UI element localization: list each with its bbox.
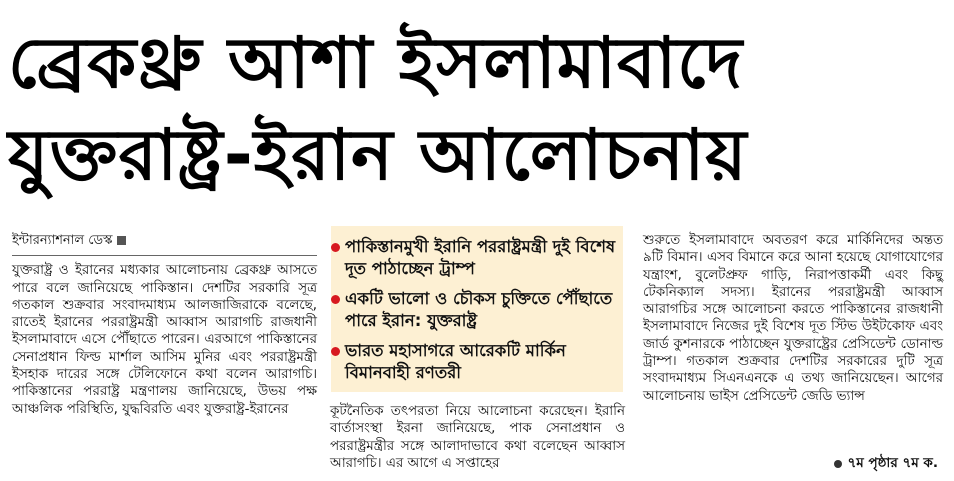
right-column: [643, 232, 943, 405]
left-column: [12, 232, 317, 418]
square-bullet-icon: [117, 236, 126, 245]
highlight-text: একটি ভালো ও চৌকস চুক্তিতে পৌঁছাতে পারে ইরান: যুক্তরাষ্ট্র: [345, 289, 613, 330]
divider: [12, 255, 317, 256]
highlight-text: পাকিস্তানমুখী ইরানি পররাষ্ট্রমন্ত্রী দুই বিশেষ দূত পাঠাচ্ছেন ট্রাম্প: [345, 237, 616, 278]
red-bullet-icon: [331, 295, 340, 304]
headline-line-2: যুক্তরাষ্ট্র-ইরান আলোচনায়: [8, 114, 748, 196]
right-column-text: শুরুতে ইসলামাবাদে অবতরণ করে মার্কিনিদের অন্তত ৯টি বিমান। এসব বিমানে করে আনা হয়েছে যোগাযোগের যন্ত্রাংশ, বুলেটপ্রুফ গাড়ি, নিরাপত্তাকর্মী এবং কিছু টেকনিক্যাল সদস্য। ইরানের পররাষ্ট্রমন্ত্রী আব্বাস আরাগচির সঙ্গে আলোচনা করতে পাকিস্তানের রাজধানী ইসলামাবাদে নিজের দুই বিশেষ দূত স্টিভ উইটকোফ এবং জার্ড কুশনারকে পাঠাচ্ছেন যুক্তরাষ্ট্রের প্রেসিডেন্ট ডোনাল্ড ট্রাম্প। গতকাল শুক্রবার দেশটির সরকারের দুটি সূত্র সংবাদমাধ্যম সিএনএনকে এ তথ্য জানিয়েছেন। আগের আলোচনায় ভাইস প্রেসিডেন্ট জেডি ভ্যান্স: [643, 233, 943, 404]
red-bullet-icon: [331, 243, 340, 252]
highlight-item: [345, 288, 617, 332]
continuation-note: [834, 452, 938, 475]
highlight-item: [345, 340, 617, 384]
left-column-text: যুক্তরাষ্ট্র ও ইরানের মধ্যকার আলোচনায় ব্রেকথ্রু আসতে পারে বলে জানিয়েছে পাকিস্তান। দেশটির সরকারি সূত্র গতকাল শুক্রবার সংবাদমাধ্যম আলজাজিরাকে বলেছে, রাতেই ইরানের পররাষ্ট্রমন্ত্রী আব্বাস আরাগচি রাজধানী ইসলামাবাদে এসে পৌঁছাতে পারেন। এরআগে পাকিস্তানের সেনাপ্রধান ফিল্ড মার্শাল আসিম মুনির এবং পররাষ্ট্রমন্ত্রী ইসহাক দারের সঙ্গে টেলিফোনে কথা বলেন আরাগচি। পাকিস্তানের পররাষ্ট্র মন্ত্রণালয় জানিয়েছে, উভয় পক্ষ আঞ্চলিক পরিস্থিতি, যুদ্ধবিরতি এবং যুক্তরাষ্ট্র-ইরানের: [12, 263, 317, 417]
continuation-text: ৭ম পৃষ্ঠার ৭ম ক.: [847, 455, 938, 471]
middle-column-text: কূটনৈতিক তৎপরতা নিয়ে আলোচনা করেছেন। ইরানি বার্তাসংস্থা ইরনা জানিয়েছে, পাক সেনাপ্রধান ও পররাষ্ট্রমন্ত্রীর সঙ্গে আলাদাভাবে কথা বলেছেন আব্বাস আরাগচি। এর আগে এ সপ্তাহের: [330, 404, 625, 471]
highlight-text: ভারত মহাসাগরে আরেকটি মার্কিন বিমানবাহী রণতরী: [345, 341, 566, 382]
byline: [12, 232, 317, 249]
highlight-box: [331, 226, 623, 392]
red-bullet-icon: [331, 347, 340, 356]
highlight-item: [345, 236, 617, 280]
headline-line-1: ব্রেকথ্রু আশা ইসলামাবাদে: [8, 22, 744, 104]
middle-column: [330, 403, 625, 472]
dot-bullet-icon: [834, 460, 842, 468]
byline-text: ইন্টারন্যাশনাল ডেস্ক: [12, 233, 113, 248]
